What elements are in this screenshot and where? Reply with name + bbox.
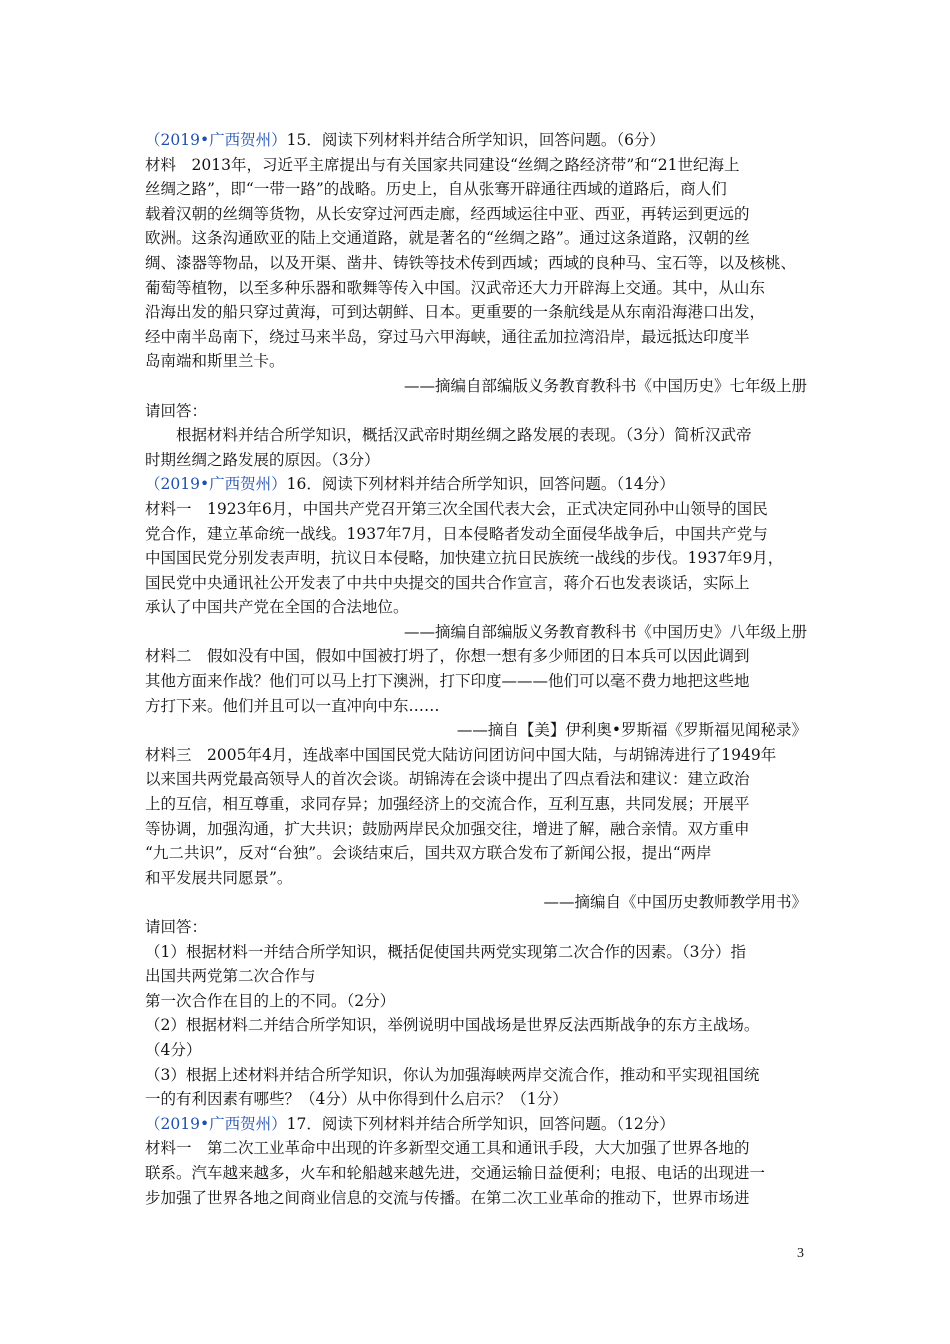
- q16-question-line: （3）根据上述材料并结合所学知识，你认为加强海峡两岸交流合作，推动和平实现祖国统: [145, 1065, 760, 1084]
- q15-heading: [145, 128, 807, 153]
- q16-question-line: （2）根据材料二并结合所学知识，举例说明中国战场是世界反法西斯战争的东方主战场。: [145, 1016, 760, 1035]
- q16-material3-line: “九二共识”，反对“台独”。会谈结束后，国共双方联合发布了新闻公报，提出“两岸: [145, 844, 712, 863]
- q16-material1-line: 中国国民党分别发表声明，抗议日本侵略，加快建立抗日民族统一战线的步伐。1937年9月，: [145, 549, 784, 568]
- q15-material-line: 欧洲。这条沟通欧亚的陆上交通道路，就是著名的“丝绸之路”。通过这条道路，汉朝的丝: [145, 229, 750, 248]
- q15-source: （2019•广西贺州）: [145, 131, 287, 149]
- q17-title: 17．阅读下列材料并结合所学知识，回答问题。（12分）: [286, 1114, 675, 1133]
- q15-material-line: 葡萄等植物，以至多种乐器和歌舞等传入中国。汉武帝还大力开辟海上交通。其中，从山东: [145, 278, 766, 297]
- q16-source: （2019•广西贺州）: [145, 475, 287, 494]
- q17-heading: [145, 1112, 807, 1137]
- q15-material-line: 绸、漆器等物品，以及开渠、凿井、铸铁等技术传到西域；西域的良种马、宝石等，以及核桃、: [145, 253, 797, 272]
- q15-question-line: 根据材料并结合所学知识，概括汉武帝时期丝绸之路发展的表现。（3分）简析汉武帝: [176, 426, 752, 445]
- q16-material1-line: 党合作，建立革命统一战线。1937年7月，日本侵略者发动全面侵华战争后，中国共产党与: [145, 524, 768, 543]
- q15-material-line: 岛南端和斯里兰卡。: [145, 352, 285, 371]
- page-content: [145, 128, 807, 1210]
- q15-question-line: 时期丝绸之路发展的原因。（3分）: [145, 450, 380, 469]
- q15-title: 15．阅读下列材料并结合所学知识，回答问题。（6分）: [286, 131, 665, 149]
- q17-material1-line: 步加强了世界各地之间商业信息的交流与传播。在第二次工业革命的推动下，世界市场进: [145, 1188, 750, 1207]
- q16-ask: 请回答：: [145, 918, 208, 936]
- q16-title: 16．阅读下列材料并结合所学知识，回答问题。（14分）: [286, 475, 675, 494]
- q16-question-line: 出国共两党第二次合作与: [145, 967, 316, 986]
- q16-question-line: 第一次合作在目的上的不同。（2分）: [145, 991, 396, 1010]
- q15-ask: 请回答：: [145, 401, 208, 420]
- q17-source: （2019•广西贺州）: [145, 1114, 287, 1133]
- q16-material3-line: 等协调，加强沟通，扩大共识；鼓励两岸民众加强交往，增进了解，融合亲情。双方重申: [145, 819, 750, 838]
- q16-material2-line: 方打下来。他们并且可以一直冲向中东……: [145, 696, 440, 715]
- q16-material2-citation: ——摘自【美】伊利奥•罗斯福《罗斯福见闻秘录》: [456, 721, 807, 740]
- q16-material3-line: 以来国共两党最高领导人的首次会谈。胡锦涛在会谈中提出了四点看法和建议：建立政治: [145, 770, 750, 789]
- q16-material1-line: 国民党中央通讯社公开发表了中共中央提交的国共合作宣言，蒋介石也发表谈话，实际上: [145, 573, 750, 592]
- q16-material3-line: 材料三 2005年4月，连战率中国国民党大陆访问团访问中国大陆，与胡锦涛进行了1949年: [145, 745, 777, 764]
- q16-material2-line: 材料二 假如没有中国，假如中国被打坍了，你想一想有多少师团的日本兵可以因此调到: [145, 647, 750, 666]
- page-number: 3: [797, 1246, 804, 1261]
- q16-question-line: 一的有利因素有哪些？（4分）从中你得到什么启示？（1分）: [145, 1090, 568, 1109]
- q16-material1-citation: ——摘编自部编版义务教育教科书《中国历史》八年级上册: [403, 622, 807, 641]
- q16-question-line: （4分）: [145, 1040, 202, 1059]
- q16-material3-line: 上的互信，相互尊重，求同存异；加强经济上的交流合作，互利互惠，共同发展；开展平: [145, 795, 750, 814]
- q15-material-line: 丝绸之路”，即“一带一路”的战略。历史上，自从张骞开辟通往西域的道路后，商人们: [145, 180, 727, 199]
- q16-heading: [145, 472, 807, 497]
- q16-material3-citation: ——摘编自《中国历史教师教学用书》: [543, 893, 807, 912]
- q16-material1-line: 材料一 1923年6月，中国共产党召开第三次全国代表大会，正式决定同孙中山领导的国民: [145, 499, 768, 518]
- q16-material3-line: 和平发展共同愿景”。: [145, 868, 293, 887]
- q15-material-line: 材料 2013年，习近平主席提出与有关国家共同建设“丝绸之路经济带”和“21世纪海上: [145, 155, 740, 174]
- q17-material1-line: 材料一 第二次工业革命中出现的许多新型交通工具和通讯手段，大大加强了世界各地的: [145, 1139, 750, 1158]
- q16-material1-line: 承认了中国共产党在全国的合法地位。: [145, 598, 409, 617]
- q16-material2-line: 其他方面来作战？他们可以马上打下澳洲，打下印度———他们可以毫不费力地把这些地: [145, 672, 750, 691]
- q16-question-line: （1）根据材料一并结合所学知识，概括促使国共两党实现第二次合作的因素。（3分）指: [145, 942, 746, 961]
- q15-material-line: 载着汉朝的丝绸等货物，从长安穿过河西走廊，经西域运往中亚、西亚，再转运到更远的: [145, 204, 750, 223]
- q17-material1-line: 联系。汽车越来越多，火车和轮船越来越先进，交通运输日益便利；电报、电话的出现进一: [145, 1163, 766, 1182]
- q15-material-line: 经中南半岛南下，绕过马来半岛，穿过马六甲海峡，通往孟加拉湾沿岸，最远抵达印度半: [145, 327, 750, 346]
- q15-citation: ——摘编自部编版义务教育教科书《中国历史》七年级上册: [403, 376, 807, 395]
- q15-material-line: 沿海出发的船只穿过黄海，可到达朝鲜、日本。更重要的一条航线是从东南沿海港口出发，: [145, 303, 766, 322]
